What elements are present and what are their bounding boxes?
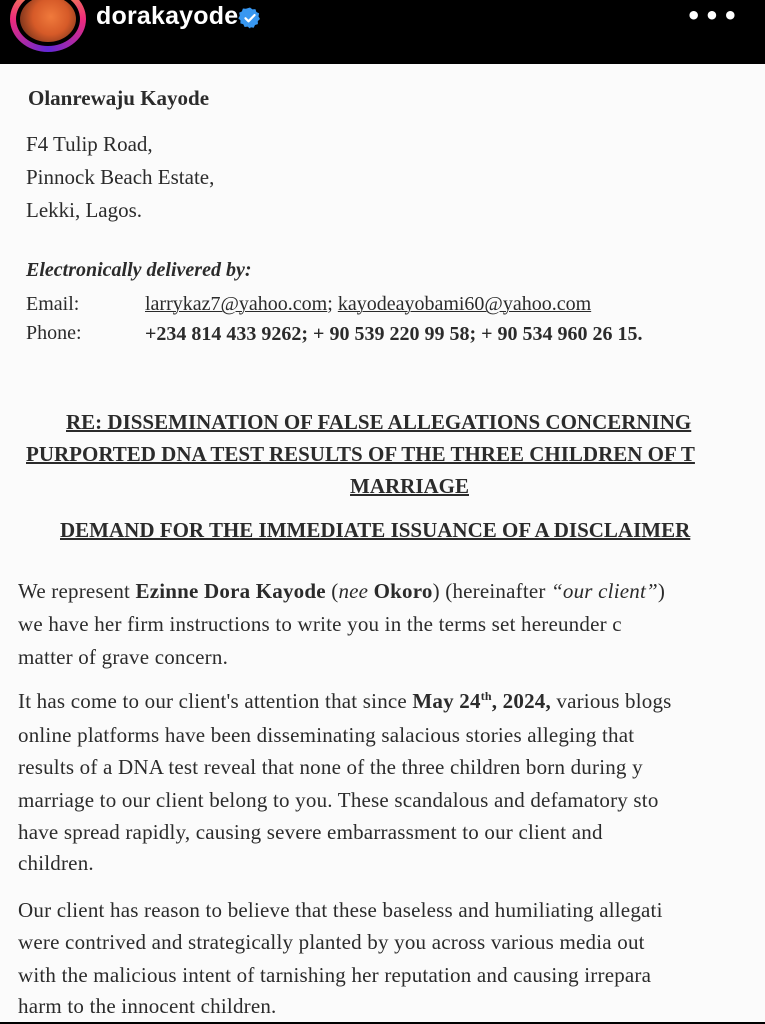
paragraph-line: We represent Ezinne Dora Kayode (nee Okoro) (hereinafter “our client”) (18, 579, 666, 603)
delivered-by-heading: Electronically delivered by: (26, 259, 252, 281)
paragraph-line: Our client has reason to believe that these baseless and humiliating allegati (18, 898, 663, 922)
verified-badge-icon (238, 6, 262, 30)
paragraph-line: It has come to our client's attention that since May 24th, 2024, various blogs (18, 689, 672, 713)
post-header (0, 0, 765, 64)
avatar-border (16, 0, 80, 46)
email-label: Email: (26, 293, 80, 315)
re-heading-line: PURPORTED DNA TEST RESULTS OF THE THREE CHILDREN OF T (26, 442, 695, 466)
paragraph-line: were contrived and strategically planted by you across various media out (18, 930, 645, 954)
paragraph-line: harm to the innocent children. (18, 994, 277, 1018)
avatar[interactable] (10, 0, 86, 52)
re-heading-line: MARRIAGE (350, 474, 469, 498)
demand-heading: DEMAND FOR THE IMMEDIATE ISSUANCE OF A DISCLAIMER (60, 518, 691, 542)
letter-document (0, 64, 765, 1022)
re-heading-line: RE: DISSEMINATION OF FALSE ALLEGATIONS CONCERNING (66, 410, 692, 434)
paragraph-line: matter of grave concern. (18, 645, 229, 669)
paragraph-line: have spread rapidly, causing severe embarrassment to our client and (18, 820, 603, 844)
paragraph-line: we have her firm instructions to write you in the terms set hereunder c (18, 612, 622, 636)
more-options-icon[interactable]: ••• (685, 2, 741, 30)
phone-label: Phone: (26, 322, 82, 344)
paragraph-line: children. (18, 851, 94, 875)
email-value (145, 293, 591, 316)
email-link[interactable]: kayodeayobami60@yahoo.com (337, 293, 592, 315)
phone-value: +234 814 433 9262; + 90 539 220 99 58; + 90 534 960 26 15. (145, 323, 643, 345)
paragraph-line: online platforms have been disseminating salacious stories alleging that (18, 723, 635, 747)
email-link[interactable]: larrykaz7@yahoo.com (145, 293, 328, 315)
address-line: Lekki, Lagos. (26, 198, 143, 222)
avatar-image (20, 0, 76, 42)
sender-name: Olanrewaju Kayode (28, 86, 210, 110)
paragraph-line: results of a DNA test reveal that none of the three children born during y (18, 755, 643, 779)
paragraph-line: marriage to our client belong to you. These scandalous and defamatory sto (18, 788, 659, 812)
username-link[interactable]: dorakayode (96, 2, 239, 30)
email-separator: ; (327, 293, 333, 315)
address-line: Pinnock Beach Estate, (26, 165, 215, 189)
paragraph-line: with the malicious intent of tarnishing her reputation and causing irrepara (18, 963, 652, 987)
address-line: F4 Tulip Road, (26, 132, 153, 156)
